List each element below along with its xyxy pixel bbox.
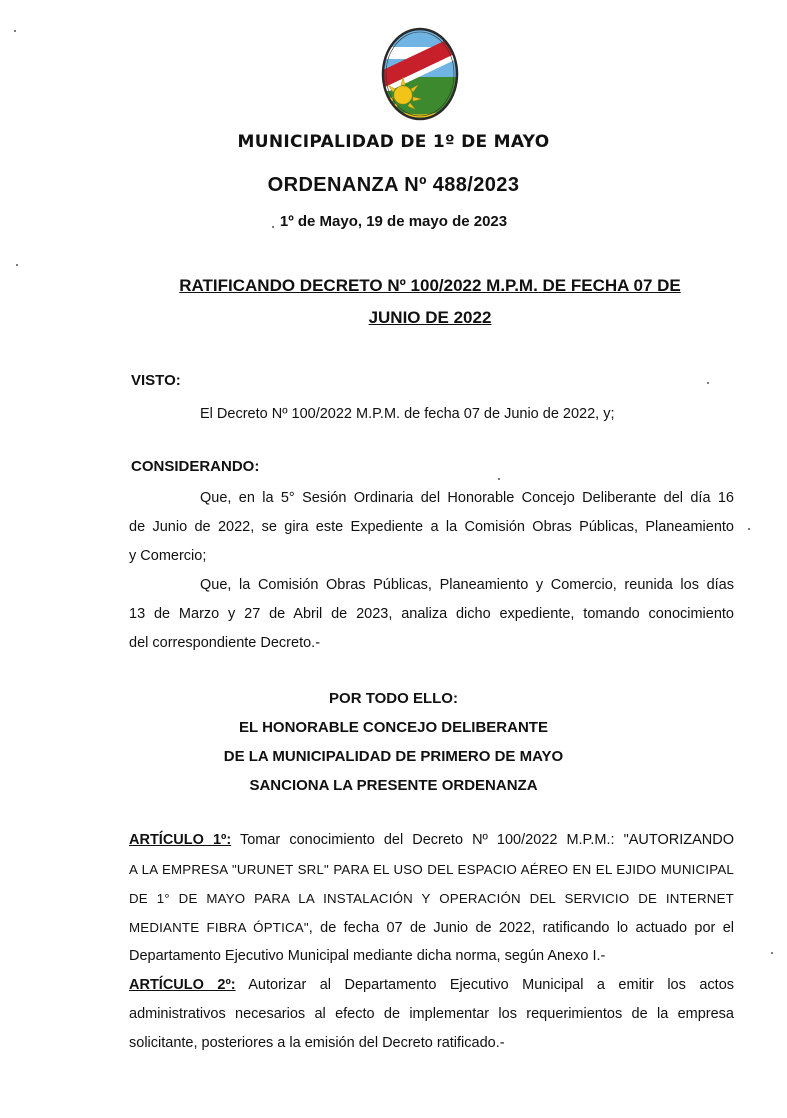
scan-speck: [771, 952, 773, 954]
scan-speck: [272, 226, 274, 228]
scan-speck: [16, 264, 18, 266]
sanction-line-2: EL HONORABLE CONCEJO DELIBERANTE: [239, 719, 548, 736]
ordinance-title-line-1: RATIFICANDO DECRETO Nº 100/2022 M.P.M. DE FECHA 07 DE: [179, 276, 681, 295]
considerando-p1-line-1: Que, en la 5° Sesión Ordinaria del Honorable Concejo Deliberante del día 16: [200, 490, 734, 506]
considerando-heading: CONSIDERANDO:: [131, 458, 260, 475]
article-1-line-1: [129, 826, 734, 855]
sanction-line-4: SANCIONA LA PRESENTE ORDENANZA: [249, 777, 538, 794]
scan-speck: [748, 528, 750, 530]
scan-speck: [498, 478, 500, 480]
considerando-p2-line-2: 13 de Marzo y 27 de Abril de 2023, analiza dicho expediente, tomando conocimiento: [129, 606, 734, 622]
article-1-line-3: DE 1° DE MAYO PARA LA INSTALACIÓN Y OPERACIÓN DEL SERVICIO DE INTERNET: [129, 891, 734, 906]
article-1-label: ARTÍCULO 1º:: [129, 832, 232, 848]
article-2-line-3: solicitante, posteriores a la emisión del Decreto ratificado.-: [129, 1035, 505, 1051]
article-1-line-4: [129, 913, 734, 943]
sanction-line-1: POR TODO ELLO:: [329, 690, 458, 707]
article-2-label: ARTÍCULO 2º:: [129, 977, 236, 993]
article-1-line-4-text: , de fecha 07 de Junio de 2022, ratificando lo actuado por el: [308, 920, 735, 936]
scan-speck: [707, 382, 709, 384]
article-2-line-1: [129, 971, 734, 1000]
visto-text: El Decreto Nº 100/2022 M.P.M. de fecha 07 de Junio de 2022, y;: [200, 406, 615, 422]
visto-heading: VISTO:: [131, 372, 181, 389]
scan-speck: [14, 30, 16, 32]
considerando-p2-line-3: del correspondiente Decreto.-: [129, 635, 321, 651]
ordinance-title-line-2: JUNIO DE 2022: [368, 308, 492, 327]
municipality-name: MUNICIPALIDAD DE 1º DE MAYO: [237, 132, 550, 152]
municipal-coat-of-arms: [379, 25, 461, 123]
article-1-line-5: Departamento Ejecutivo Municipal mediante dicha norma, según Anexo I.-: [129, 948, 606, 964]
ordinance-number: ORDENANZA Nº 488/2023: [267, 174, 520, 196]
article-1-line-2: A LA EMPRESA "URUNET SRL" PARA EL USO DEL ESPACIO AÉREO EN EL EJIDO MUNICIPAL: [129, 862, 734, 877]
considerando-p1-line-3: y Comercio;: [129, 548, 207, 564]
article-2-text: Autorizar al Departamento Ejecutivo Municipal a emitir los actos: [235, 977, 735, 993]
article-1-decree-name-end: MEDIANTE FIBRA ÓPTICA": [129, 920, 309, 935]
article-1-text: Tomar conocimiento del Decreto Nº 100/2022 M.P.M.: "AUTORIZANDO: [231, 832, 735, 848]
considerando-p2-line-1: Que, la Comisión Obras Públicas, Planeamiento y Comercio, reunida los días: [200, 577, 734, 593]
considerando-p1-line-2: de Junio de 2022, se gira este Expediente a la Comisión Obras Públicas, Planeamiento: [129, 519, 734, 535]
place-and-date: 1º de Mayo, 19 de mayo de 2023: [279, 213, 508, 230]
sanction-line-3: DE LA MUNICIPALIDAD DE PRIMERO DE MAYO: [223, 748, 564, 765]
article-2-line-2: administrativos necesarios al efecto de implementar los requerimientos de la empresa: [129, 1006, 734, 1022]
